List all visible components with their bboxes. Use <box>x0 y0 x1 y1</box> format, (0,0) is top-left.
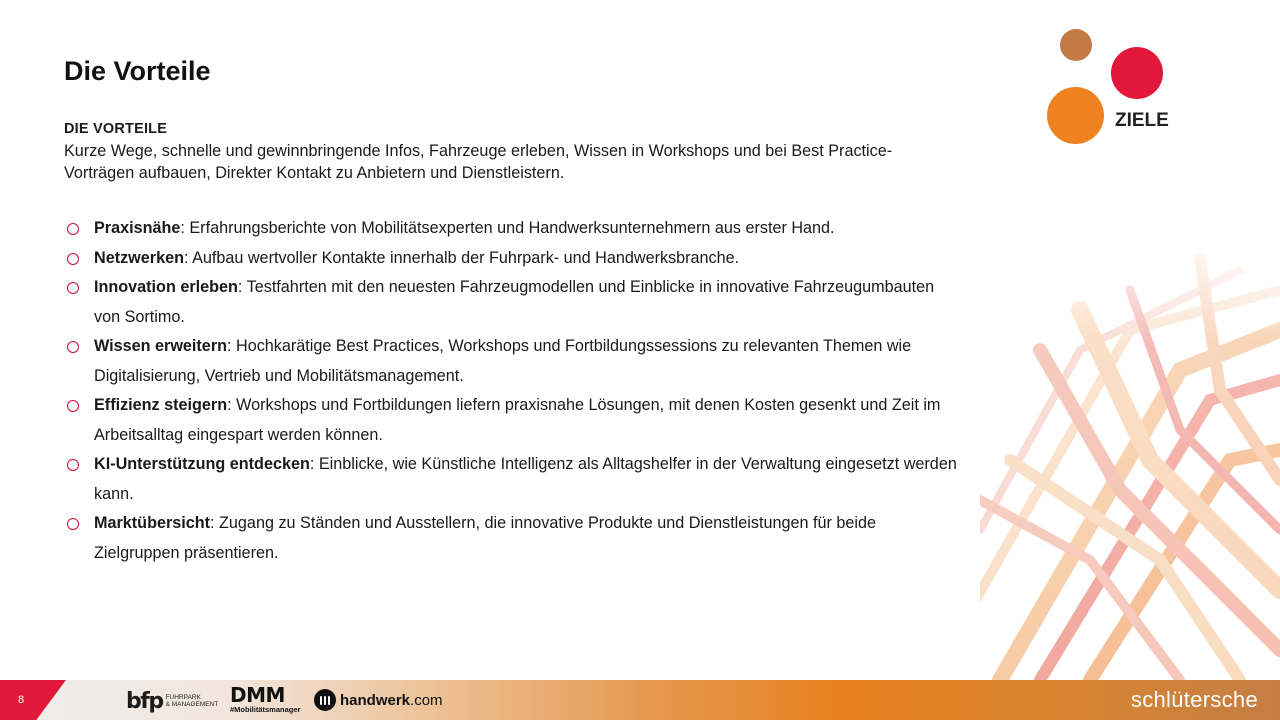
bullet-term: Innovation erleben <box>94 278 238 296</box>
bullet-text: : Aufbau wertvoller Kontakte innerhalb der Fuhrpark- und Handwerksbranche. <box>183 248 740 267</box>
bullet-term: Marktübersicht <box>94 514 211 532</box>
decorative-stripes-graphic <box>980 230 1280 680</box>
bullet-text: : Einblicke, wie Künstliche Intelligenz als Alltagshelfer in der Verwaltung eingesetzt werden kann. <box>94 455 957 503</box>
advantages-list <box>64 214 964 568</box>
dmm-logo-mark: DMM <box>230 683 285 707</box>
bullet-term: Netzwerken <box>94 248 184 267</box>
list-item <box>64 244 964 274</box>
bullet-term: KI-Unterstützung entdecken <box>94 455 310 473</box>
orange-circle-icon <box>1047 87 1104 144</box>
circle-bullet-icon <box>67 253 79 265</box>
handwerk-logo <box>314 689 443 711</box>
bullet-term: Wissen erweitern <box>94 337 228 355</box>
footer-bar <box>0 680 1280 720</box>
bullet-text: : Hochkarätige Best Practices, Workshops und Fortbildungssessions zu relevanten Themen wie Digitalisierung, Vertrieb und Mobilitätsmanagement. <box>94 337 912 385</box>
bfp-logo-sub-2: & MANAGEMENT <box>165 701 219 708</box>
bullet-term: Praxisnähe <box>94 219 181 237</box>
list-item <box>64 214 964 244</box>
schluetersche-logo: schlütersche <box>1130 687 1258 712</box>
bullet-text: : Workshops und Fortbildungen liefern praxisnahe Lösungen, mit denen Kosten gesenkt und Zeit im Arbeitsalltag eingespart werden können. <box>94 396 941 444</box>
bfp-logo-mark: bfp <box>126 688 163 714</box>
page-number-tab <box>0 680 66 720</box>
handwerk-logo-text <box>340 692 443 709</box>
dmm-logo-subtitle: #Mobilitätsmanager <box>230 705 301 714</box>
list-item <box>64 332 964 391</box>
intro-block <box>64 118 944 184</box>
handwerk-logo-domain: .com <box>410 691 443 709</box>
circle-bullet-icon <box>67 400 79 412</box>
red-circle-icon <box>1111 47 1163 99</box>
brown-circle-icon <box>1060 29 1092 61</box>
list-item <box>64 391 964 450</box>
ziele-label: ZIELE <box>1115 110 1169 131</box>
circle-bullet-icon <box>67 341 79 353</box>
intro-heading: DIE VORTEILE <box>64 121 168 137</box>
bullet-text: : Erfahrungsberichte von Mobilitätsexperten und Handwerksunternehmern aus erster Hand. <box>180 219 835 237</box>
page-number: 8 <box>18 694 25 706</box>
ziele-badge <box>1040 26 1180 156</box>
page-title: Die Vorteile <box>64 56 211 86</box>
circle-bullet-icon <box>67 459 79 471</box>
bfp-logo-sub-1: FUHRPARK <box>165 694 201 701</box>
intro-text: Kurze Wege, schnelle und gewinnbringende Infos, Fahrzeuge erleben, Wissen in Workshops und bei Best Practice-Vorträgen aufbauen, Direkter Kontakt zu Anbietern und Dienstleistern. <box>64 142 893 182</box>
list-item <box>64 509 964 568</box>
bullet-term: Effizienz steigern <box>94 396 228 414</box>
handwerk-logo-bold: handwerk <box>340 691 411 709</box>
list-item <box>64 450 964 509</box>
bullet-text: : Testfahrten mit den neuesten Fahrzeugmodellen und Einblicke in innovative Fahrzeugumbauten von Sortimo. <box>94 278 935 326</box>
circle-bullet-icon <box>67 223 79 235</box>
list-item <box>64 273 964 332</box>
handwerk-logo-icon <box>314 689 336 711</box>
circle-bullet-icon <box>67 282 79 294</box>
bfp-logo <box>126 688 218 714</box>
bfp-logo-subtitle <box>166 694 219 708</box>
dmm-logo <box>230 683 301 714</box>
bullet-text: : Zugang zu Ständen und Ausstellern, die innovative Produkte und Dienstleistungen für beide Zielgruppen präsentieren. <box>94 514 876 562</box>
circle-bullet-icon <box>67 518 79 530</box>
